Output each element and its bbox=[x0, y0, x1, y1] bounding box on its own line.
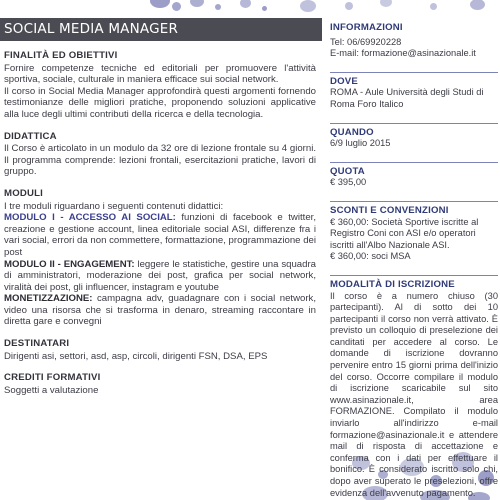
modulo-1-text: funzioni di facebook e twitter, creazione e gestione account, linea editoriale social ASI, differenze fra i vari social, errori da non commettere, formattazione, programmazione dei post bbox=[4, 212, 316, 258]
section-crediti bbox=[4, 372, 316, 396]
sidebar-heading: QUOTA bbox=[330, 165, 365, 177]
sidebar-informazioni bbox=[330, 22, 498, 60]
main-content bbox=[4, 50, 316, 406]
email-text: E-mail: formazione@asinazionale.it bbox=[330, 48, 476, 59]
sidebar-modalita bbox=[330, 275, 498, 499]
section-destinatari bbox=[4, 338, 316, 362]
modulo-1-label: MODULO I - ACCESSO AI SOCIAL: bbox=[4, 212, 176, 224]
enrollment-text: Il corso è a numero chiuso (30 partecipanti). Al di sotto dei 10 partecipanti il corso non verrà attivato. È previsto un colloquio di preselezione dei canditati per accedere al corso. Le domande di iscrizione dovranno pervenire entro 15 giorni prima dell'inizio del corso. Occorre compilare il modulo di iscrizione scaricabile sul sito www.asinazionale.it, area FORMAZIONE. Compilato il modulo inviarlo all'indirizzo e-mail formazione@asinazionale.it e attendere mail di risposta di accettazione e conferma con i dati per effettuare il bonifico. È considerato iscritto solo chi, dopo aver superato le preselezioni, offre evidenza dell'avvenuto pagamento. bbox=[330, 290, 498, 498]
modulo-3-text: campagna adv, guadagnare con i social network, video una risorsa che si trasforma in denaro, streaming raccontare in diretta gare e convegni bbox=[4, 293, 316, 328]
section-heading: MODULI bbox=[4, 187, 44, 199]
sidebar-heading: INFORMAZIONI bbox=[330, 22, 403, 33]
section-heading: DIDATTICA bbox=[4, 130, 57, 142]
info-sidebar bbox=[330, 22, 498, 500]
section-moduli bbox=[4, 188, 316, 328]
sidebar-heading: MODALITÀ DI ISCRIZIONE bbox=[330, 278, 455, 290]
moduli-intro: I tre moduli riguardano i seguenti contenuti didattici: bbox=[4, 200, 224, 212]
price-text: € 395,00 bbox=[330, 177, 367, 188]
phone-text: Tel: 06/69920228 bbox=[330, 36, 402, 47]
section-heading: CREDITI FORMATIVI bbox=[4, 372, 101, 384]
modulo-2-text: leggere le statistiche, gestire una squadra di amministratori, moderazione dei post, grafica per social network, viralità dei post, gli influencer, instagram e youtube bbox=[4, 258, 316, 293]
destinatari-text: Dirigenti asi, settori, asd, asp, circoli, dirigenti FSN, DSA, EPS bbox=[4, 350, 268, 362]
discount-text: € 360,00: Società Sportive iscritte al Registro Coni con ASI e/o operatori iscritti all'Albo Nazionale ASI. bbox=[330, 216, 479, 250]
modulo-2-label: MODULO II - ENGAGEMENT: bbox=[4, 258, 135, 270]
section-finalita bbox=[4, 50, 316, 121]
modulo-1 bbox=[4, 212, 316, 258]
section-heading: FINALITÀ ED OBIETTIVI bbox=[4, 50, 118, 61]
sidebar-sconti bbox=[330, 201, 498, 263]
sidebar-heading: SCONTI E CONVENZIONI bbox=[330, 204, 449, 216]
section-didattica bbox=[4, 131, 316, 178]
page-title: SOCIAL MEDIA MANAGER bbox=[0, 18, 322, 41]
date-text: 6/9 luglio 2015 bbox=[330, 138, 391, 149]
modulo-2 bbox=[4, 259, 316, 294]
sidebar-quota bbox=[330, 162, 498, 189]
sidebar-dove bbox=[330, 72, 498, 111]
finalita-paragraph: Il corso in Social Media Manager approfondirà questi argomenti fornendo testimonianze delle migliori pratiche, proponendo soluzioni applicative alla luce degli ultimi contributi della ricerca e della tecnologia. bbox=[4, 85, 316, 120]
section-heading: DESTINATARI bbox=[4, 338, 70, 350]
didattica-paragraph: Il Corso è articolato in un modulo da 32 ore di lezione frontale su 4 giorni. Il programma comprende: lezioni frontali, esercitazioni pratiche, lavori di gruppo. bbox=[4, 143, 316, 178]
sidebar-heading: DOVE bbox=[330, 75, 358, 87]
finalita-paragraph: Fornire competenze tecniche ed editoriali per promuovere l'attività sportiva, sociale, culturale in maniera efficace sui social network. bbox=[4, 62, 316, 86]
crediti-text: Soggetti a valutazione bbox=[4, 384, 99, 396]
modulo-3-label: MONETIZZAZIONE: bbox=[4, 293, 93, 305]
modulo-3 bbox=[4, 293, 316, 328]
location-text: ROMA - Aule Università degli Studi di Roma Foro Italico bbox=[330, 87, 484, 109]
discount-text: € 360,00: soci MSA bbox=[330, 251, 411, 262]
sidebar-quando bbox=[330, 123, 498, 150]
sidebar-heading: QUANDO bbox=[330, 126, 374, 138]
